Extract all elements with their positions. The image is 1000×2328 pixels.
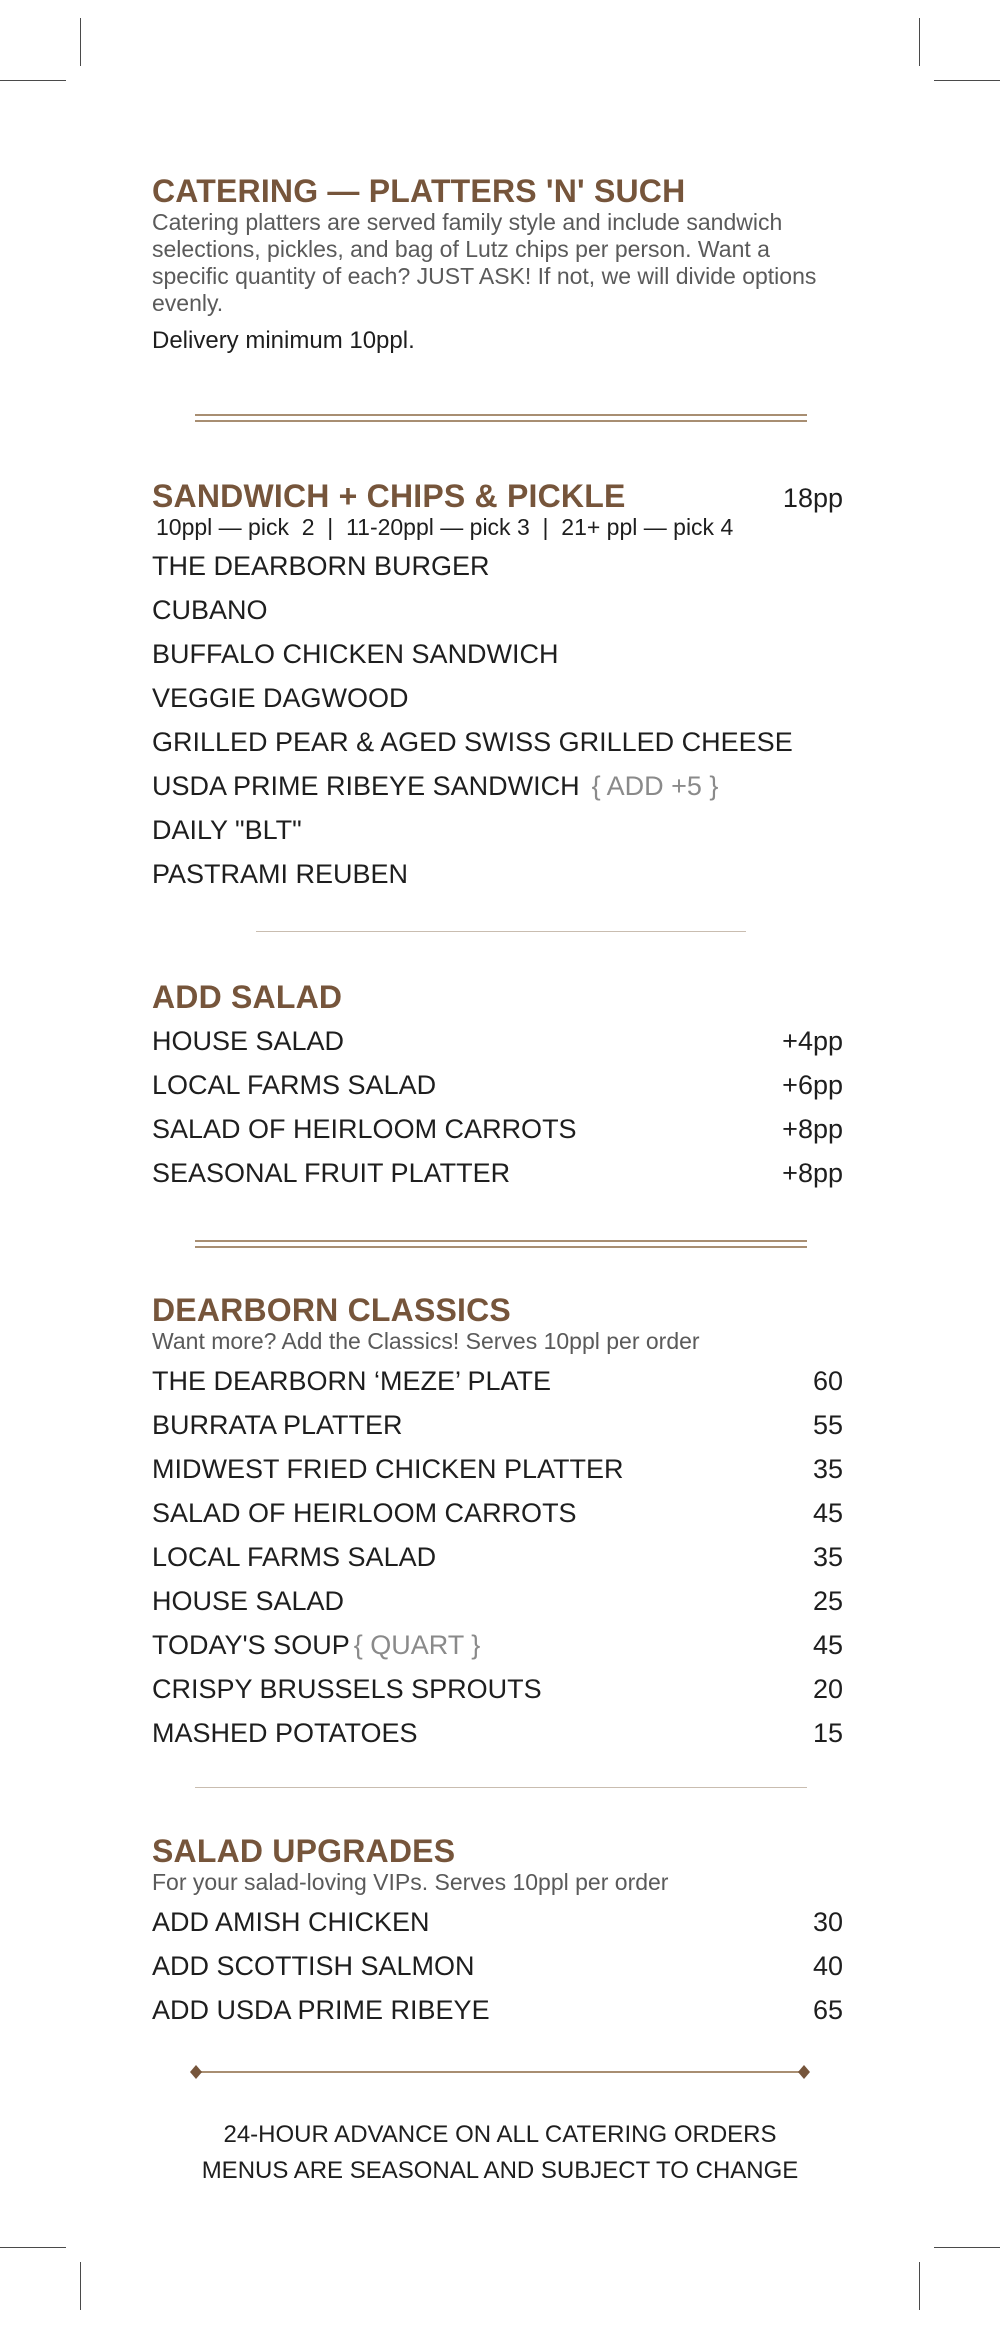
classics-section: [152, 1292, 843, 1755]
upgrades-section: [152, 1833, 843, 2032]
menu-item-price: 60: [812, 1366, 843, 1396]
catering-section: [152, 173, 843, 357]
menu-item-name-wrap: [152, 808, 314, 852]
menu-item-name-wrap: [152, 720, 805, 764]
menu-item: [152, 1403, 843, 1447]
crop-mark: [0, 2247, 66, 2248]
menu-item: [152, 1623, 843, 1667]
menu-item-price: +4pp: [782, 1026, 843, 1056]
menu-item-name-wrap: [152, 1535, 440, 1579]
menu-item-name-wrap: [152, 1107, 577, 1151]
divider: [195, 1787, 807, 1788]
menu-item: [152, 1063, 843, 1107]
sandwich-title: SANDWICH + CHIPS & PICKLE: [152, 478, 626, 514]
menu-item-name: BUFFALO CHICKEN SANDWICH: [152, 639, 559, 669]
upgrades-title: SALAD UPGRADES: [152, 1833, 456, 1869]
menu-item-name-wrap: [152, 1359, 555, 1403]
menu-item-price: 40: [812, 1951, 843, 1981]
menu-item: [152, 764, 843, 808]
menu-item-name: SALAD OF HEIRLOOM CARROTS: [152, 1498, 577, 1528]
menu-item: [152, 1447, 843, 1491]
menu-item: [152, 720, 843, 764]
crop-mark: [80, 18, 81, 66]
divider: [256, 931, 746, 932]
menu-item-name: VEGGIE DAGWOOD: [152, 683, 409, 713]
menu-item-name-wrap: [152, 1988, 490, 2032]
menu-item: [152, 1579, 843, 1623]
menu-item-name: ADD USDA PRIME RIBEYE: [152, 1995, 490, 2025]
double-divider: [195, 1240, 807, 1248]
menu-item-name: MASHED POTATOES: [152, 1718, 418, 1748]
menu-item: [152, 1107, 843, 1151]
menu-item-price: 30: [812, 1907, 843, 1937]
menu-item-name: BURRATA PLATTER: [152, 1410, 403, 1440]
menu-item-name-wrap: [152, 588, 280, 632]
menu-item-name-wrap: [152, 544, 502, 588]
menu-item: [152, 1151, 843, 1195]
menu-item-note: { ADD +5 }: [591, 771, 719, 801]
menu-item: [152, 588, 843, 632]
catering-description: Catering platters are served family style and include sandwich selections, pickles, and bag of Lutz chips per person. Want a specific quantity of each? JUST ASK! If not, we will divide options evenly.: [152, 209, 817, 316]
menu-item: [152, 1900, 843, 1944]
menu-item-price: 45: [812, 1630, 843, 1660]
menu-item: [152, 1711, 843, 1755]
crop-mark: [0, 80, 66, 81]
menu-item-price: +8pp: [782, 1114, 843, 1144]
menu-item-price: 20: [812, 1674, 843, 1704]
delivery-minimum: Delivery minimum 10ppl.: [152, 327, 415, 354]
menu-item-name-wrap: [152, 1711, 422, 1755]
menu-item-price: 45: [812, 1498, 843, 1528]
menu-item: [152, 852, 843, 896]
menu-item-name: HOUSE SALAD: [152, 1026, 345, 1056]
crop-mark: [919, 18, 920, 66]
menu-item-name: ADD AMISH CHICKEN: [152, 1907, 430, 1937]
classics-subtitle: Want more? Add the Classics! Serves 10ppl per order: [152, 1328, 700, 1354]
menu-item: [152, 1359, 843, 1403]
menu-item-name: HOUSE SALAD: [152, 1586, 345, 1616]
menu-item-name-wrap: [152, 632, 571, 676]
menu-item-price: 35: [812, 1454, 843, 1484]
footer-line-1: 24-HOUR ADVANCE ON ALL CATERING ORDERS: [223, 2121, 777, 2148]
menu-item-name: GRILLED PEAR & AGED SWISS GRILLED CHEESE: [152, 727, 793, 757]
sandwich-list: [152, 544, 843, 896]
menu-item-name: LOCAL FARMS SALAD: [152, 1070, 437, 1100]
footer-line-2: MENUS ARE SEASONAL AND SUBJECT TO CHANGE: [201, 2157, 799, 2184]
menu-item-name-wrap: [152, 764, 718, 808]
menu-item: [152, 1535, 843, 1579]
menu-item-name-wrap: [152, 1447, 628, 1491]
menu-item: [152, 1019, 843, 1063]
menu-item-name-wrap: [152, 1667, 546, 1711]
menu-item-name-wrap: [152, 1900, 430, 1944]
diamond-divider: [188, 2062, 812, 2082]
menu-item: [152, 808, 843, 852]
menu-item-name: USDA PRIME RIBEYE SANDWICH: [152, 771, 580, 801]
menu-item-name-wrap: [152, 1151, 510, 1195]
menu-item-name: SALAD OF HEIRLOOM CARROTS: [152, 1114, 577, 1144]
menu-item: [152, 1491, 843, 1535]
menu-item-name-wrap: [152, 1403, 407, 1447]
crop-mark: [934, 2247, 1000, 2248]
menu-item-name-wrap: [152, 1579, 348, 1623]
menu-item-price: 35: [812, 1542, 843, 1572]
menu-item: [152, 1988, 843, 2032]
classics-list: [152, 1359, 843, 1755]
sandwich-picks: 10ppl — pick 2 | 11-20ppl — pick 3 | 21+ ppl — pick 4: [156, 514, 734, 540]
menu-item-name: DAILY "BLT": [152, 815, 302, 845]
menu-item: [152, 1944, 843, 1988]
menu-item-price: 15: [812, 1718, 843, 1748]
menu-item-price: +8pp: [782, 1158, 843, 1188]
sandwich-price: 18pp: [782, 483, 843, 513]
add-salad-section: [152, 979, 843, 1195]
menu-item-name: ADD SCOTTISH SALMON: [152, 1951, 475, 1981]
menu-item-name: THE DEARBORN ‘MEZE’ PLATE: [152, 1366, 552, 1396]
sandwich-price-wrap: [783, 480, 843, 516]
menu-item-name-wrap: [152, 676, 421, 720]
crop-mark: [80, 2262, 81, 2310]
menu-item-name: CRISPY BRUSSELS SPROUTS: [152, 1674, 542, 1704]
menu-item-name-wrap: [152, 1944, 475, 1988]
crop-mark: [934, 80, 1000, 81]
salad-list: [152, 1019, 843, 1195]
menu-item-name: CUBANO: [152, 595, 268, 625]
menu-item-price: 65: [812, 1995, 843, 2025]
sandwich-section: [152, 478, 843, 896]
menu-item-name: TODAY'S SOUP: [152, 1630, 350, 1660]
catering-title: CATERING — PLATTERS 'N' SUCH: [152, 173, 686, 209]
menu-item-note: { QUART }: [353, 1630, 481, 1660]
classics-title: DEARBORN CLASSICS: [152, 1292, 511, 1328]
menu-item: [152, 676, 843, 720]
menu-item: [152, 632, 843, 676]
menu-item-name-wrap: [152, 852, 420, 896]
menu-item-name: PASTRAMI REUBEN: [152, 859, 409, 889]
menu-item: [152, 1667, 843, 1711]
menu-item-name-wrap: [152, 1063, 436, 1107]
upgrades-list: [152, 1900, 843, 2032]
upgrades-subtitle: For your salad-loving VIPs. Serves 10ppl per order: [152, 1869, 669, 1895]
menu-item-name-wrap: [152, 1623, 480, 1667]
menu-item-price: 55: [812, 1410, 843, 1440]
menu-item-name-wrap: [152, 1491, 581, 1535]
menu-item-name: LOCAL FARMS SALAD: [152, 1542, 437, 1572]
menu-item-price: +6pp: [782, 1070, 843, 1100]
menu-item-name: MIDWEST FRIED CHICKEN PLATTER: [152, 1454, 624, 1484]
crop-mark: [919, 2262, 920, 2310]
double-divider: [195, 414, 807, 422]
add-salad-title: ADD SALAD: [152, 979, 343, 1015]
menu-item-price: 25: [812, 1586, 843, 1616]
menu-item: [152, 544, 843, 588]
menu-item-name: THE DEARBORN BURGER: [152, 551, 490, 581]
menu-item-name: SEASONAL FRUIT PLATTER: [152, 1158, 511, 1188]
menu-item-name-wrap: [152, 1019, 344, 1063]
